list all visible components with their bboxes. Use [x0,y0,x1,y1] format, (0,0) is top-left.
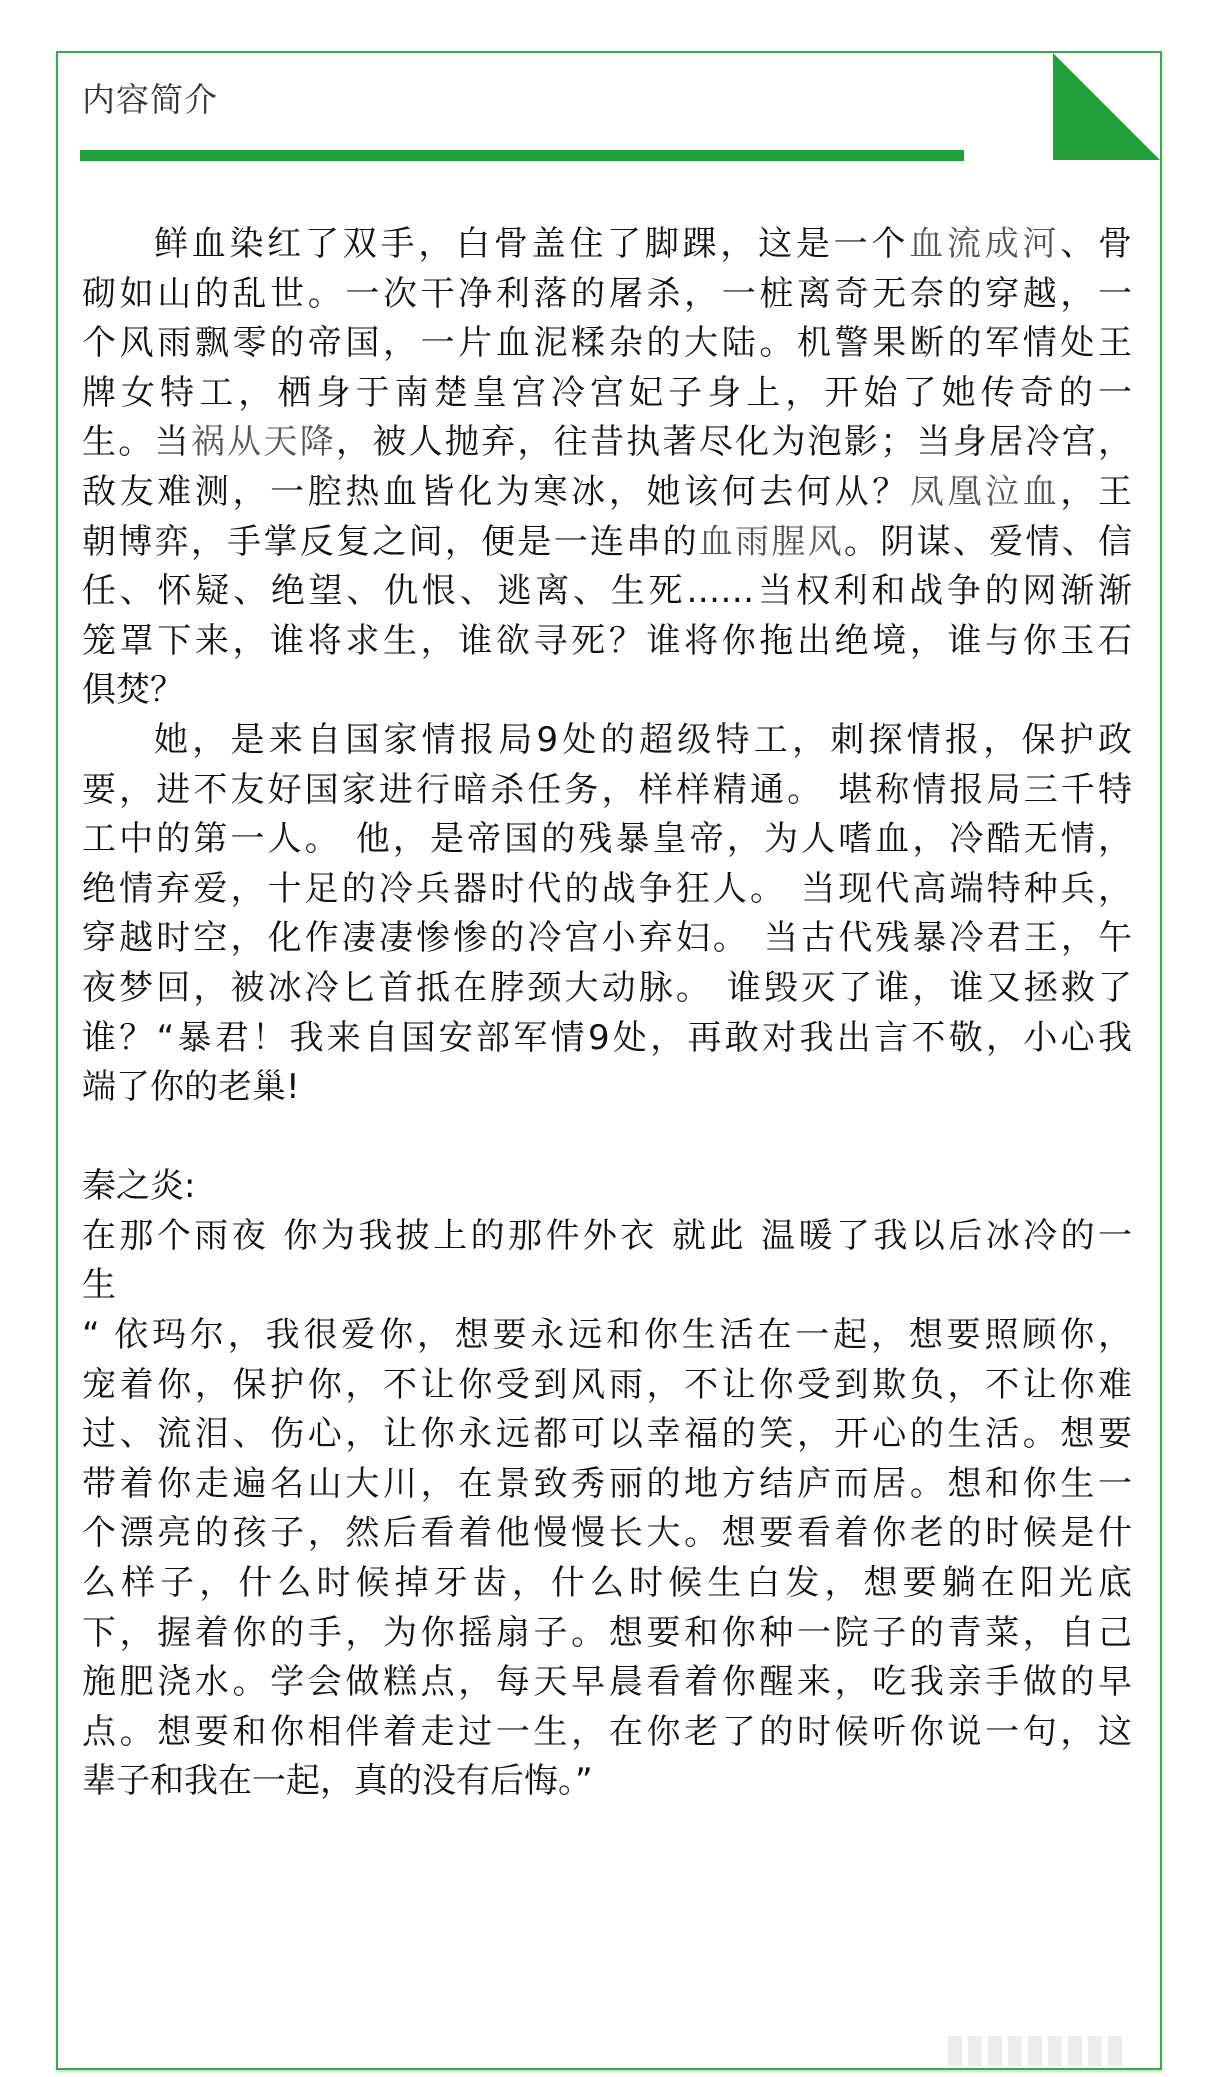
text-segment: 端了你的老巢! [82,1067,300,1108]
text-segment: 宠着你，保护你，不让你受到风雨，不让你受到欺负，不让你难 [82,1364,1132,1405]
text-segment: 任、怀疑、绝望、仇恨、逃离、生死……当权利和战争的网渐渐 [82,571,1132,612]
text-line [82,319,1132,369]
text-line [82,1261,1132,1311]
text-segment: 工中的第一人。 他，是帝国的残暴皇帝，为人嗜血，冷酷无情， [82,819,1132,860]
text-segment: 生 [82,1265,116,1306]
text-segment: 生。当 [82,422,191,463]
text-segment: 个漂亮的孩子，然后看着他慢慢长大。想要看着你老的时候是什 [82,1513,1132,1554]
title-underline-bar [80,150,964,161]
section-title: 内容简介 [82,80,218,119]
highlighted-phrase: 血流成河 [909,225,1061,263]
text-segment: 施肥浇水。学会做糕点，每天早晨看着你醒来，吃我亲手做的早 [82,1662,1132,1703]
highlighted-phrase: 血雨腥风 [698,522,845,561]
text-line [82,1063,1132,1113]
highlighted-phrase: 祸从天降 [190,423,337,462]
text-segment: 俱焚？ [82,670,184,711]
text-line [82,1708,1132,1758]
text-segment: 要，进不友好国家进行暗杀任务，样样精通。 堪称情报局三千特 [82,769,1132,810]
text-segment: “ 依玛尔，我很爱你，想要永远和你生活在一起，想要照顾你， [82,1315,1132,1356]
text-segment: 敌友难测，一腔热血皆化为寒冰，她该何去何从？ [82,471,910,512]
text-line [82,815,1132,865]
text-segment: 鲜血染红了双手，白骨盖住了脚踝，这是一个 [154,224,910,264]
text-segment: 绝情弃爱，十足的冷兵器时代的战争狂人。 当现代高端特种兵， [82,868,1132,909]
text-line [82,1609,1132,1659]
text-line [82,1113,1132,1163]
text-line [82,1410,1132,1460]
text-segment: 。阴谋、爱情、信 [844,521,1132,562]
synopsis-text [82,220,1132,1807]
text-segment: 朝博弈，手掌反复之间，便是一连串的 [82,521,699,562]
text-line [82,766,1132,816]
text-line [82,567,1132,617]
text-segment: 秦之炎: [82,1166,196,1207]
text-line [82,964,1132,1014]
text-line [82,1559,1132,1609]
text-segment: 点。想要和你相伴着走过一生，在你老了的时候听你说一句，这 [82,1711,1132,1752]
text-segment: 么样子，什么时候掉牙齿，什么时候生白发，想要躺在阳光底 [82,1563,1132,1604]
text-line [82,666,1132,716]
text-segment: 牌女特工，栖身于南楚皇宫冷宫妃子身上，开始了她传奇的一 [82,372,1132,413]
highlighted-phrase: 凤凰泣血 [909,472,1061,511]
text-segment: 、骨 [1060,224,1132,264]
text-line [82,1212,1132,1262]
text-line [82,1757,1132,1807]
text-line [82,1460,1132,1510]
text-segment: 穿越时空，化作凄凄惨惨的冷宫小弃妇。 当古代残暴冷君王，午 [82,918,1132,959]
text-line [82,1311,1132,1361]
text-segment: 个风雨飘零的帝国，一片血泥糅杂的大陆。机警果断的军情处王 [82,323,1132,364]
text-line [82,1658,1132,1708]
text-segment: 下，握着你的手，为你摇扇子。想要和你种一院子的青菜，自己 [82,1612,1132,1653]
text-line [82,1509,1132,1559]
text-line [82,914,1132,964]
text-segment: ，王 [1060,471,1132,512]
text-line [82,716,1132,766]
watermark [948,2036,1210,2066]
text-segment: 带着你走遍名山大川，在景致秀丽的地方结庐而居。想和你生一 [82,1463,1132,1504]
text-segment: 砌如山的乱世。一次干净利落的屠杀，一桩离奇无奈的穿越，一 [82,273,1132,314]
text-line [82,617,1132,667]
text-line [82,270,1132,320]
text-line [82,518,1132,568]
text-line [82,369,1132,419]
text-line [82,468,1132,518]
corner-triangle-decoration [1053,53,1160,160]
text-segment: 谁？“暴君！我来自国安部军情9处，再敢对我出言不敬，小心我 [82,1017,1132,1058]
text-segment: 在那个雨夜 你为我披上的那件外衣 就此 温暖了我以后冰冷的一 [82,1215,1132,1256]
text-line [82,1014,1132,1064]
text-segment: 笼罩下来，谁将求生，谁欲寻死？谁将你拖出绝境，谁与你玉石 [82,620,1132,661]
text-segment: 她，是来自国家情报局9处的超级特工，刺探情报，保护政 [154,719,1132,760]
text-segment: ，被人抛弃，往昔执著尽化为泡影；当身居冷宫， [336,422,1132,463]
text-line [82,865,1132,915]
text-segment: 过、流泪、伤心，让你永远都可以幸福的笑，开心的生活。想要 [82,1414,1132,1455]
text-segment: 夜梦回，被冰冷匕首抵在脖颈大动脉。 谁毁灭了谁，谁又拯救了 [82,967,1132,1008]
text-line [82,1162,1132,1212]
text-line [82,220,1132,270]
text-segment: 辈子和我在一起，真的没有后悔。” [82,1761,593,1802]
text-line [82,1361,1132,1411]
text-line [82,418,1132,468]
